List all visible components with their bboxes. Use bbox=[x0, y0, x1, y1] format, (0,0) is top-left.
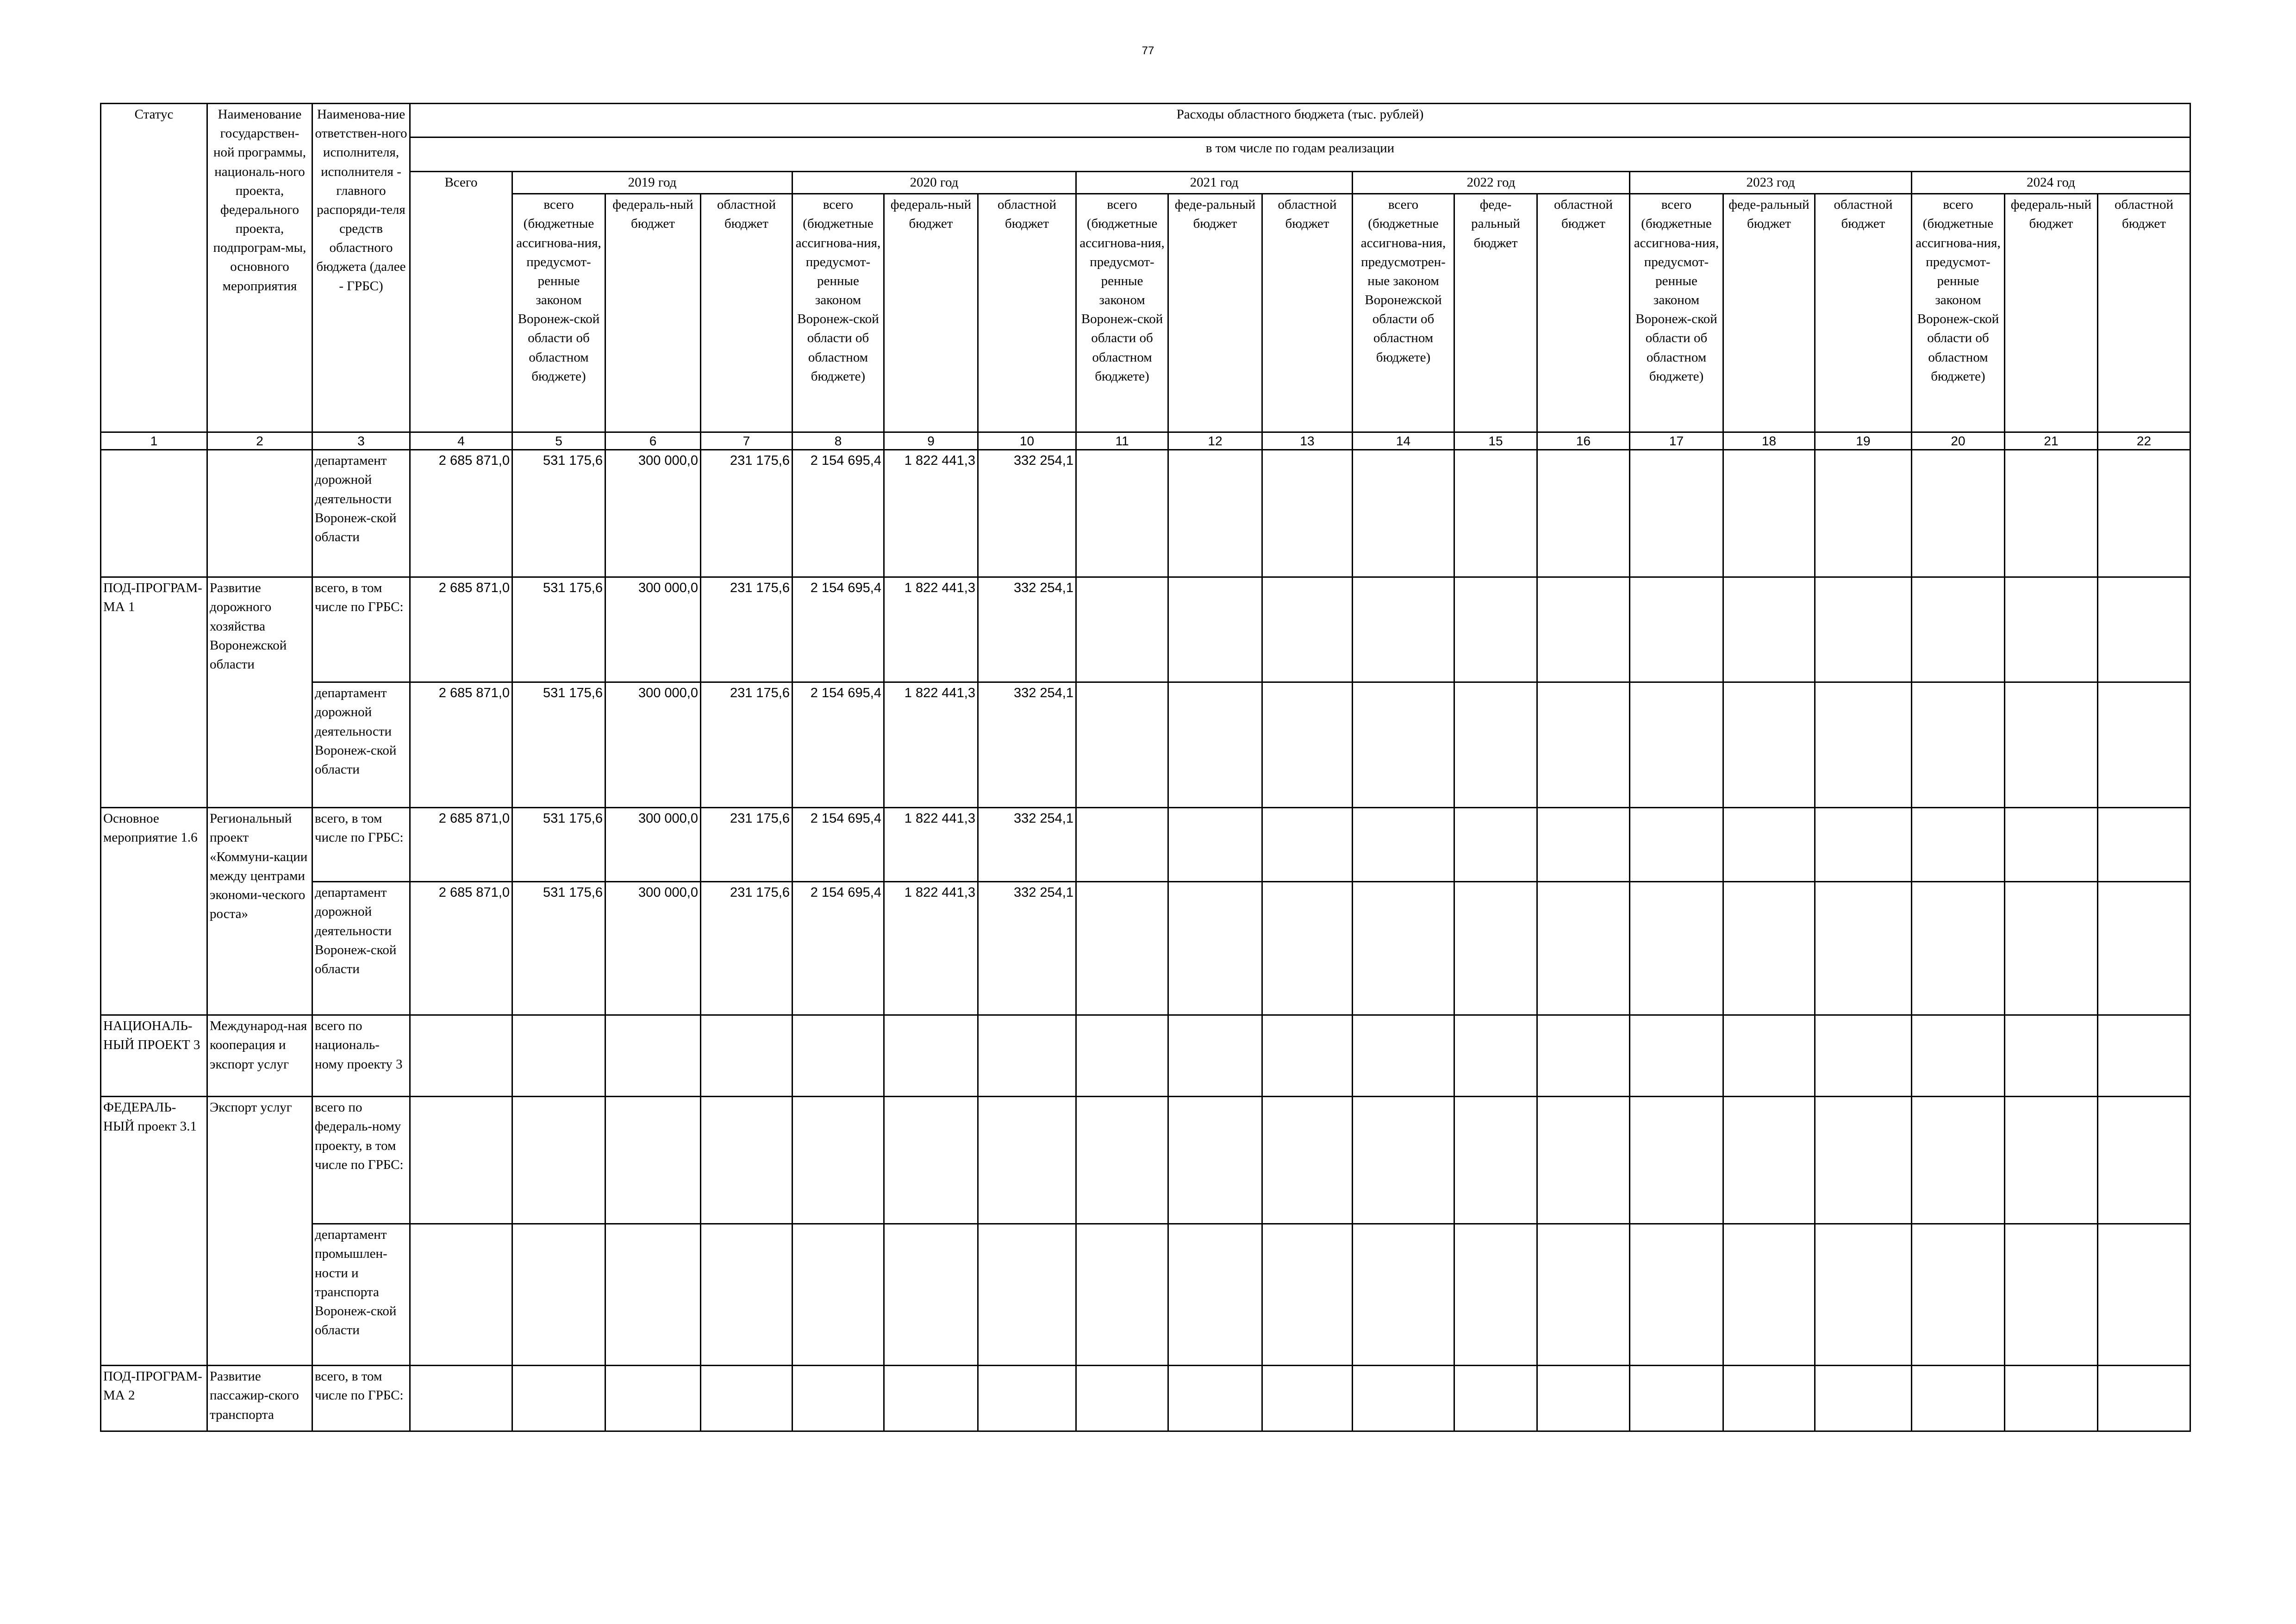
empty-cell bbox=[1537, 1224, 1630, 1366]
value-total: 2 685 871,0 bbox=[410, 682, 512, 808]
empty-cell bbox=[1630, 450, 1723, 577]
column-number: 20 bbox=[1912, 432, 2005, 450]
empty-cell bbox=[2005, 577, 2098, 682]
subheader-regional-2021: областной бюджет bbox=[1262, 194, 1353, 432]
empty-cell bbox=[1630, 882, 1723, 1015]
column-number: 10 bbox=[978, 432, 1076, 450]
subheader-regional-2024: областной бюджет bbox=[2098, 194, 2190, 432]
empty-cell bbox=[512, 1015, 605, 1097]
subheader-regional-2019: областной бюджет bbox=[701, 194, 792, 432]
row-program-name: Региональный проект «Коммуни-кации между центрами экономи-ческого роста» bbox=[207, 808, 312, 1015]
empty-cell bbox=[1723, 577, 1815, 682]
empty-cell bbox=[1630, 1097, 1723, 1224]
value-2020-total: 2 154 695,4 bbox=[792, 882, 884, 1015]
value-2020-federal: 1 822 441,3 bbox=[884, 808, 978, 882]
empty-cell bbox=[1815, 450, 1912, 577]
empty-cell bbox=[1630, 1224, 1723, 1366]
table-row bbox=[101, 1366, 2190, 1431]
row-executor: департамент дорожной деятельности Воронеж-ской области bbox=[312, 882, 410, 1015]
header-year-2019: 2019 год bbox=[512, 172, 792, 194]
column-number: 15 bbox=[1454, 432, 1537, 450]
empty-cell bbox=[1353, 1366, 1454, 1431]
empty-cell bbox=[1262, 1015, 1353, 1097]
value-2019-total: 531 175,6 bbox=[512, 808, 605, 882]
value-2020-regional: 332 254,1 bbox=[978, 450, 1076, 577]
row-executor: департамент промышлен-ности и транспорта Воронеж-ской области bbox=[312, 1224, 410, 1366]
column-number: 18 bbox=[1723, 432, 1815, 450]
empty-cell bbox=[1723, 1366, 1815, 1431]
empty-cell bbox=[1912, 450, 2005, 577]
empty-cell bbox=[1454, 1015, 1537, 1097]
value-2020-regional: 332 254,1 bbox=[978, 682, 1076, 808]
empty-cell bbox=[1454, 1366, 1537, 1431]
empty-cell bbox=[1262, 1224, 1353, 1366]
table-row bbox=[101, 577, 2190, 682]
empty-cell bbox=[2098, 682, 2190, 808]
empty-cell bbox=[2005, 808, 2098, 882]
table-row bbox=[101, 1097, 2190, 1224]
table-row bbox=[101, 450, 2190, 577]
empty-cell bbox=[1630, 1366, 1723, 1431]
empty-cell bbox=[1168, 1224, 1262, 1366]
empty-cell bbox=[2098, 1366, 2190, 1431]
subheader-regional-2020: областной бюджет bbox=[978, 194, 1076, 432]
column-number: 3 bbox=[312, 432, 410, 450]
value-2019-regional: 231 175,6 bbox=[701, 882, 792, 1015]
empty-cell bbox=[884, 1366, 978, 1431]
column-number: 22 bbox=[2098, 432, 2190, 450]
empty-cell bbox=[1912, 1015, 2005, 1097]
empty-cell bbox=[1353, 1015, 1454, 1097]
empty-cell bbox=[2098, 808, 2190, 882]
column-number: 13 bbox=[1262, 432, 1353, 450]
column-number: 4 bbox=[410, 432, 512, 450]
empty-cell bbox=[2005, 1015, 2098, 1097]
header-by-years: в том числе по годам реализации bbox=[410, 137, 2190, 172]
row-executor: департамент дорожной деятельности Воронеж-ской области bbox=[312, 682, 410, 808]
value-total: 2 685 871,0 bbox=[410, 577, 512, 682]
empty-cell bbox=[1076, 1366, 1168, 1431]
header-status: Статус bbox=[101, 104, 207, 432]
empty-cell bbox=[1454, 882, 1537, 1015]
row-status: НАЦИОНАЛЬ-НЫЙ ПРОЕКТ 3 bbox=[101, 1015, 207, 1097]
empty-cell bbox=[1815, 1097, 1912, 1224]
value-2020-federal: 1 822 441,3 bbox=[884, 882, 978, 1015]
empty-cell bbox=[1076, 450, 1168, 577]
column-number: 17 bbox=[1630, 432, 1723, 450]
empty-cell bbox=[1076, 1015, 1168, 1097]
subheader-total-2020: всего (бюджетные ассигнова-ния, предусмот-ренные законом Воронеж-ской области об областном бюджете) bbox=[792, 194, 884, 432]
subheader-federal-2023: феде-ральный бюджет bbox=[1723, 194, 1815, 432]
empty-cell bbox=[1262, 1097, 1353, 1224]
empty-cell bbox=[605, 1015, 701, 1097]
empty-cell bbox=[1912, 882, 2005, 1015]
empty-cell bbox=[1537, 577, 1630, 682]
empty-cell bbox=[1262, 682, 1353, 808]
header-program-name: Наименование государствен-ной программы, националь-ного проекта, федерального проекта, подпрограм-мы, основного мероприятия bbox=[207, 104, 312, 432]
row-program-name bbox=[207, 450, 312, 577]
row-executor: всего, в том числе по ГРБС: bbox=[312, 1366, 410, 1431]
empty-cell bbox=[2005, 1224, 2098, 1366]
empty-cell bbox=[1723, 682, 1815, 808]
header-year-2024: 2024 год bbox=[1912, 172, 2190, 194]
value-2019-federal: 300 000,0 bbox=[605, 450, 701, 577]
empty-cell bbox=[1454, 682, 1537, 808]
value-2020-regional: 332 254,1 bbox=[978, 577, 1076, 682]
header-year-2022: 2022 год bbox=[1353, 172, 1630, 194]
empty-cell bbox=[1815, 1224, 1912, 1366]
column-number: 7 bbox=[701, 432, 792, 450]
column-number: 14 bbox=[1353, 432, 1454, 450]
table-row bbox=[101, 882, 2190, 1015]
empty-cell bbox=[1353, 808, 1454, 882]
row-program-name: Развитие пассажир-ского транспорта bbox=[207, 1366, 312, 1431]
empty-cell bbox=[605, 1097, 701, 1224]
empty-cell bbox=[2005, 1366, 2098, 1431]
empty-cell bbox=[1262, 577, 1353, 682]
column-number: 16 bbox=[1537, 432, 1630, 450]
empty-cell bbox=[1723, 882, 1815, 1015]
row-executor: всего по националь-ному проекту 3 bbox=[312, 1015, 410, 1097]
value-total: 2 685 871,0 bbox=[410, 450, 512, 577]
empty-cell bbox=[1262, 882, 1353, 1015]
empty-cell bbox=[1815, 1366, 1912, 1431]
empty-cell bbox=[1537, 808, 1630, 882]
empty-cell bbox=[1262, 450, 1353, 577]
column-number: 9 bbox=[884, 432, 978, 450]
table-row bbox=[101, 1224, 2190, 1366]
empty-cell bbox=[1815, 882, 1912, 1015]
empty-cell bbox=[1076, 808, 1168, 882]
header-executor: Наименова-ние ответствен-ного исполнителя, исполнителя - главного распоряди-теля средств областного бюджета (далее - ГРБС) bbox=[312, 104, 410, 432]
empty-cell bbox=[1353, 882, 1454, 1015]
empty-cell bbox=[512, 1097, 605, 1224]
empty-cell bbox=[1537, 1097, 1630, 1224]
empty-cell bbox=[792, 1366, 884, 1431]
value-2019-federal: 300 000,0 bbox=[605, 577, 701, 682]
empty-cell bbox=[701, 1366, 792, 1431]
empty-cell bbox=[2098, 450, 2190, 577]
column-number: 1 bbox=[101, 432, 207, 450]
subheader-federal-2024: федераль-ный бюджет bbox=[2005, 194, 2098, 432]
subheader-federal-2021: феде-ральный бюджет bbox=[1168, 194, 1262, 432]
column-number: 11 bbox=[1076, 432, 1168, 450]
empty-cell bbox=[1630, 1015, 1723, 1097]
subheader-federal-2022: феде-ральный бюджет bbox=[1454, 194, 1537, 432]
empty-cell bbox=[978, 1015, 1076, 1097]
value-2019-federal: 300 000,0 bbox=[605, 808, 701, 882]
empty-cell bbox=[1454, 1097, 1537, 1224]
column-number: 5 bbox=[512, 432, 605, 450]
value-2019-regional: 231 175,6 bbox=[701, 577, 792, 682]
value-2019-federal: 300 000,0 bbox=[605, 882, 701, 1015]
empty-cell bbox=[1723, 1015, 1815, 1097]
empty-cell bbox=[1912, 808, 2005, 882]
budget-table bbox=[100, 103, 2191, 1432]
value-2019-total: 531 175,6 bbox=[512, 882, 605, 1015]
value-2020-federal: 1 822 441,3 bbox=[884, 577, 978, 682]
empty-cell bbox=[1912, 577, 2005, 682]
empty-cell bbox=[1076, 882, 1168, 1015]
row-executor: всего по федераль-ному проекту, в том числе по ГРБС: bbox=[312, 1097, 410, 1224]
table-row bbox=[101, 682, 2190, 808]
value-2020-total: 2 154 695,4 bbox=[792, 682, 884, 808]
header-year-2021: 2021 год bbox=[1076, 172, 1353, 194]
empty-cell bbox=[1454, 577, 1537, 682]
empty-cell bbox=[1353, 682, 1454, 808]
header-total: Всего bbox=[410, 172, 512, 432]
empty-cell bbox=[701, 1015, 792, 1097]
subheader-total-2024: всего (бюджетные ассигнова-ния, предусмот-ренные законом Воронеж-ской области об областном бюджете) bbox=[1912, 194, 2005, 432]
empty-cell bbox=[792, 1224, 884, 1366]
empty-cell bbox=[1076, 577, 1168, 682]
value-2020-federal: 1 822 441,3 bbox=[884, 450, 978, 577]
empty-cell bbox=[1815, 1015, 1912, 1097]
empty-cell bbox=[701, 1097, 792, 1224]
empty-cell bbox=[2005, 882, 2098, 1015]
empty-cell bbox=[1168, 808, 1262, 882]
empty-cell bbox=[2005, 1097, 2098, 1224]
empty-cell bbox=[410, 1097, 512, 1224]
empty-cell bbox=[1912, 1366, 2005, 1431]
empty-cell bbox=[2098, 1015, 2190, 1097]
empty-cell bbox=[701, 1224, 792, 1366]
value-2019-total: 531 175,6 bbox=[512, 450, 605, 577]
empty-cell bbox=[884, 1015, 978, 1097]
row-status bbox=[101, 450, 207, 577]
empty-cell bbox=[1537, 682, 1630, 808]
value-2020-total: 2 154 695,4 bbox=[792, 808, 884, 882]
empty-cell bbox=[1262, 808, 1353, 882]
empty-cell bbox=[1454, 1224, 1537, 1366]
empty-cell bbox=[1630, 577, 1723, 682]
row-program-name: Развитие дорожного хозяйства Воронежской области bbox=[207, 577, 312, 808]
empty-cell bbox=[1815, 682, 1912, 808]
subheader-regional-2022: областной бюджет bbox=[1537, 194, 1630, 432]
empty-cell bbox=[1454, 808, 1537, 882]
empty-cell bbox=[1630, 808, 1723, 882]
empty-cell bbox=[792, 1097, 884, 1224]
value-2019-total: 531 175,6 bbox=[512, 682, 605, 808]
row-program-name: Экспорт услуг bbox=[207, 1097, 312, 1366]
value-2020-federal: 1 822 441,3 bbox=[884, 682, 978, 808]
column-number: 2 bbox=[207, 432, 312, 450]
header-year-2023: 2023 год bbox=[1630, 172, 1912, 194]
table-row bbox=[101, 808, 2190, 882]
value-total: 2 685 871,0 bbox=[410, 808, 512, 882]
column-number: 12 bbox=[1168, 432, 1262, 450]
empty-cell bbox=[1912, 1097, 2005, 1224]
value-2019-regional: 231 175,6 bbox=[701, 808, 792, 882]
empty-cell bbox=[792, 1015, 884, 1097]
empty-cell bbox=[978, 1097, 1076, 1224]
row-status: ПОД-ПРОГРАМ-МА 1 bbox=[101, 577, 207, 808]
empty-cell bbox=[605, 1224, 701, 1366]
empty-cell bbox=[884, 1097, 978, 1224]
empty-cell bbox=[1076, 1224, 1168, 1366]
subheader-total-2022: всего (бюджетные ассигнова-ния, предусмотрен-ные законом Воронежской области об областном бюджете) bbox=[1353, 194, 1454, 432]
column-number-row bbox=[101, 432, 2190, 450]
page-number: 77 bbox=[1142, 44, 1154, 57]
empty-cell bbox=[1537, 1366, 1630, 1431]
column-number: 21 bbox=[2005, 432, 2098, 450]
empty-cell bbox=[1815, 808, 1912, 882]
row-executor: всего, в том числе по ГРБС: bbox=[312, 808, 410, 882]
value-2019-total: 531 175,6 bbox=[512, 577, 605, 682]
empty-cell bbox=[1168, 450, 1262, 577]
subheader-federal-2019: федераль-ный бюджет bbox=[605, 194, 701, 432]
empty-cell bbox=[2098, 1097, 2190, 1224]
value-total: 2 685 871,0 bbox=[410, 882, 512, 1015]
value-2020-regional: 332 254,1 bbox=[978, 882, 1076, 1015]
row-executor: департамент дорожной деятельности Воронеж-ской области bbox=[312, 450, 410, 577]
empty-cell bbox=[1353, 450, 1454, 577]
empty-cell bbox=[1168, 577, 1262, 682]
empty-cell bbox=[1912, 682, 2005, 808]
empty-cell bbox=[410, 1224, 512, 1366]
empty-cell bbox=[1168, 682, 1262, 808]
subheader-total-2019: всего (бюджетные ассигнова-ния, предусмот-ренные законом Воронеж-ской области об областном бюджете) bbox=[512, 194, 605, 432]
empty-cell bbox=[978, 1366, 1076, 1431]
empty-cell bbox=[2098, 1224, 2190, 1366]
empty-cell bbox=[410, 1366, 512, 1431]
empty-cell bbox=[1168, 1097, 1262, 1224]
empty-cell bbox=[512, 1224, 605, 1366]
value-2019-regional: 231 175,6 bbox=[701, 450, 792, 577]
empty-cell bbox=[1168, 882, 1262, 1015]
empty-cell bbox=[1454, 450, 1537, 577]
empty-cell bbox=[1168, 1015, 1262, 1097]
empty-cell bbox=[1815, 577, 1912, 682]
empty-cell bbox=[2098, 577, 2190, 682]
empty-cell bbox=[2005, 450, 2098, 577]
row-status: ПОД-ПРОГРАМ-МА 2 bbox=[101, 1366, 207, 1431]
subheader-federal-2020: федераль-ный бюджет bbox=[884, 194, 978, 432]
header-expenses: Расходы областного бюджета (тыс. рублей) bbox=[410, 104, 2190, 137]
empty-cell bbox=[512, 1366, 605, 1431]
row-status: Основное мероприятие 1.6 bbox=[101, 808, 207, 1015]
header-year-2020: 2020 год bbox=[792, 172, 1076, 194]
subheader-total-2023: всего (бюджетные ассигнова-ния, предусмот-ренные законом Воронеж-ской области об областном бюджете) bbox=[1630, 194, 1723, 432]
empty-cell bbox=[1537, 882, 1630, 1015]
empty-cell bbox=[1912, 1224, 2005, 1366]
empty-cell bbox=[1723, 450, 1815, 577]
subheader-regional-2023: областной бюджет bbox=[1815, 194, 1912, 432]
empty-cell bbox=[1262, 1366, 1353, 1431]
subheader-total-2021: всего (бюджетные ассигнова-ния, предусмот-ренные законом Воронеж-ской области об областном бюджете) bbox=[1076, 194, 1168, 432]
empty-cell bbox=[1630, 682, 1723, 808]
empty-cell bbox=[1723, 1224, 1815, 1366]
empty-cell bbox=[1353, 577, 1454, 682]
value-2020-total: 2 154 695,4 bbox=[792, 450, 884, 577]
empty-cell bbox=[2005, 682, 2098, 808]
value-2020-regional: 332 254,1 bbox=[978, 808, 1076, 882]
column-number: 19 bbox=[1815, 432, 1912, 450]
value-2019-regional: 231 175,6 bbox=[701, 682, 792, 808]
empty-cell bbox=[1537, 1015, 1630, 1097]
empty-cell bbox=[1076, 682, 1168, 808]
value-2020-total: 2 154 695,4 bbox=[792, 577, 884, 682]
empty-cell bbox=[978, 1224, 1076, 1366]
row-program-name: Международ-ная кооперация и экспорт услуг bbox=[207, 1015, 312, 1097]
empty-cell bbox=[1353, 1097, 1454, 1224]
empty-cell bbox=[884, 1224, 978, 1366]
empty-cell bbox=[1168, 1366, 1262, 1431]
row-status: ФЕДЕРАЛЬ-НЫЙ проект 3.1 bbox=[101, 1097, 207, 1366]
column-number: 8 bbox=[792, 432, 884, 450]
empty-cell bbox=[410, 1015, 512, 1097]
empty-cell bbox=[1076, 1097, 1168, 1224]
row-executor: всего, в том числе по ГРБС: bbox=[312, 577, 410, 682]
empty-cell bbox=[1723, 1097, 1815, 1224]
empty-cell bbox=[1723, 808, 1815, 882]
empty-cell bbox=[1537, 450, 1630, 577]
empty-cell bbox=[605, 1366, 701, 1431]
value-2019-federal: 300 000,0 bbox=[605, 682, 701, 808]
table-row bbox=[101, 1015, 2190, 1097]
empty-cell bbox=[2098, 882, 2190, 1015]
empty-cell bbox=[1353, 1224, 1454, 1366]
column-number: 6 bbox=[605, 432, 701, 450]
